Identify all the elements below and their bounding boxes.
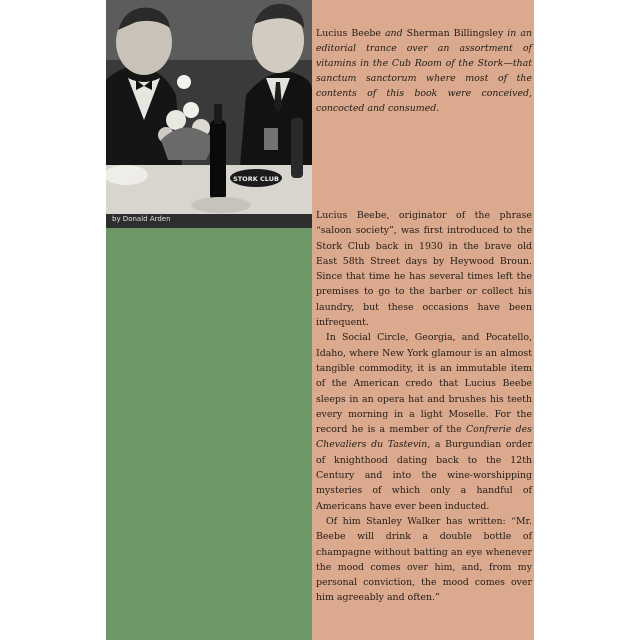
author-bio	[316, 208, 532, 606]
bio-paragraph-2	[316, 330, 532, 514]
photo-caption	[316, 26, 532, 116]
photo-beebe-billingsley	[106, 0, 312, 214]
bio-order-name: Confrerie des Chevaliers du Tastevin	[316, 424, 532, 451]
green-panel	[106, 228, 312, 640]
caption-and: and	[384, 28, 403, 39]
photo-illustration	[106, 0, 312, 214]
bio-paragraph-3: Of him Stanley Walker has written: “Mr. Beebe will drink a double bottle of champagne without batting an eye whenever the mood comes over him, and, from my personal conviction, the mood comes over him agreeably and often.”	[316, 515, 532, 604]
bio-paragraph-2-end: , a Burgundian order of knighthood dating back to the 12th Century and into the wine-worshipping mysteries of which only a handful of Americans have ever been inducted.	[316, 439, 533, 512]
caption-name-billingsley: Sherman Billingsley	[406, 28, 504, 39]
photo-credit: by Donald Arden	[112, 215, 171, 223]
bio-paragraph-1: Lucius Beebe, originator of the phrase “saloon society”, was first introduced to the Stork Club back in 1930 in the brave old East 58th Street days by Heywood Broun. Since that time he has several times left the premises to go to the barber or collect his laundry, but these occasions have been infrequent.	[316, 210, 532, 329]
bio-paragraph-2-start: In Social Circle, Georgia, and Pocatello, Idaho, where New York glamour is an almost tangible commodity, it is an immutable item of the American credo that Lucius Beebe sleeps in an opera hat and brushes his teeth every morning in a light Moselle. For the record he is a member of the	[316, 332, 532, 436]
caption-text: in an editorial trance over an assortment of vitamins in the Cub Room of the Stork—that sanctum sanctorum where most of the contents of this book were conceived, concocted and consumed.	[316, 28, 532, 114]
book-back-cover	[106, 0, 534, 640]
photo-credit-strip	[106, 214, 312, 228]
stork-club-sign: STORK CLUB	[233, 175, 279, 183]
caption-name-beebe: Lucius Beebe	[316, 28, 381, 39]
champagne-bottle	[210, 120, 226, 200]
